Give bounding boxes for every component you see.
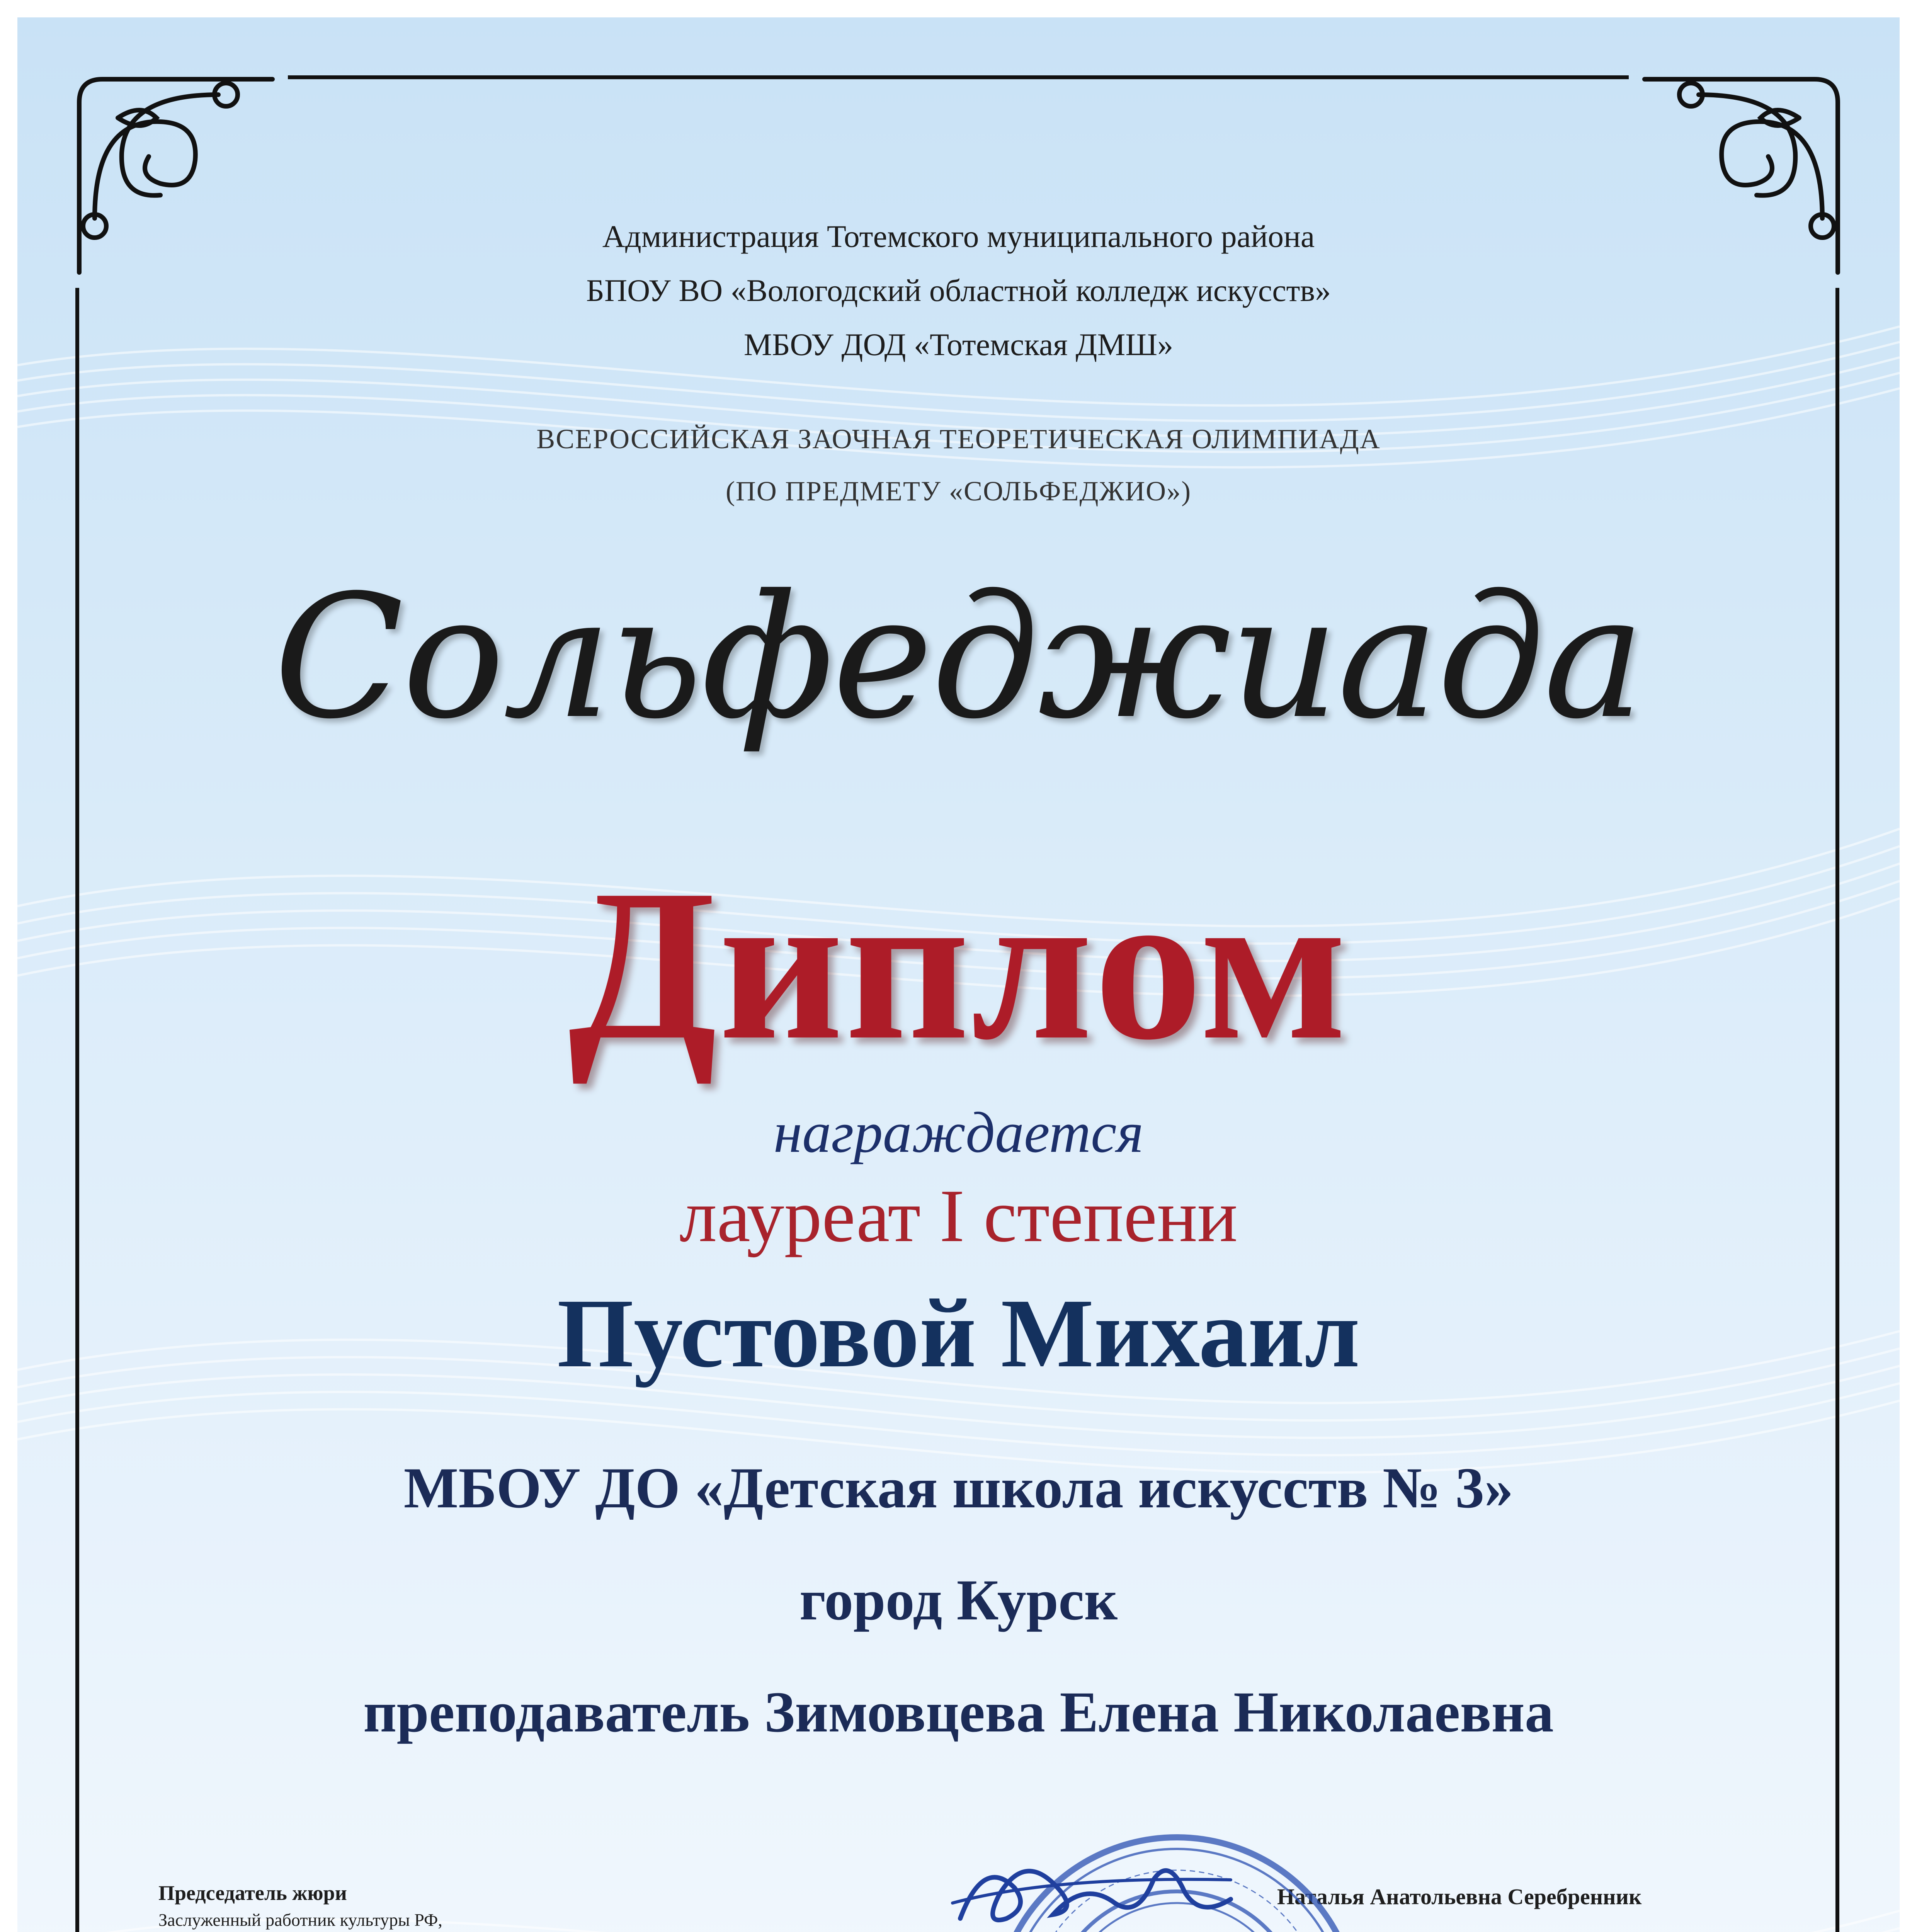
olympiad-subject: (ПО ПРЕДМЕТУ «СОЛЬФЕДЖИО») [725,476,1192,507]
diploma-title: Диплом [568,845,1349,1085]
issuer-line: БПОУ ВО «Вологодский областной колледж искусств» [586,273,1331,308]
jury-chair-signature [937,1833,1246,1932]
solfeggiada-logo: Сольфеджиада [274,558,1643,756]
olympiad-title: ВСЕРОССИЙСКАЯ ЗАОЧНАЯ ТЕОРЕТИЧЕСКАЯ ОЛИМПИАДА [536,423,1381,454]
frame-top-line [288,75,1629,79]
issuer-line: Администрация Тотемского муниципального района [602,219,1315,254]
jury-chair-name: Наталья Анатольевна Серебренник [1277,1884,1642,1909]
school-name: МБОУ ДО «Детская школа искусств № 3» [403,1456,1514,1520]
jury-chair-heading: Председатель жюри [158,1881,347,1905]
awarded-label: награждается [773,1100,1144,1165]
laureate-degree: лауреат I степени [679,1174,1238,1258]
teacher-name: преподаватель Зимовцева Елена Николаевна [363,1680,1554,1744]
jury-chair-title-line: Заслуженный работник культуры РФ, [158,1910,442,1930]
issuer-line: МБОУ ДОД «Тотемская ДМШ» [743,327,1174,362]
diploma-sheet [17,17,1900,1932]
city-name: город Курск [799,1568,1118,1632]
recipient-name: Пустовой Михаил [557,1279,1360,1388]
